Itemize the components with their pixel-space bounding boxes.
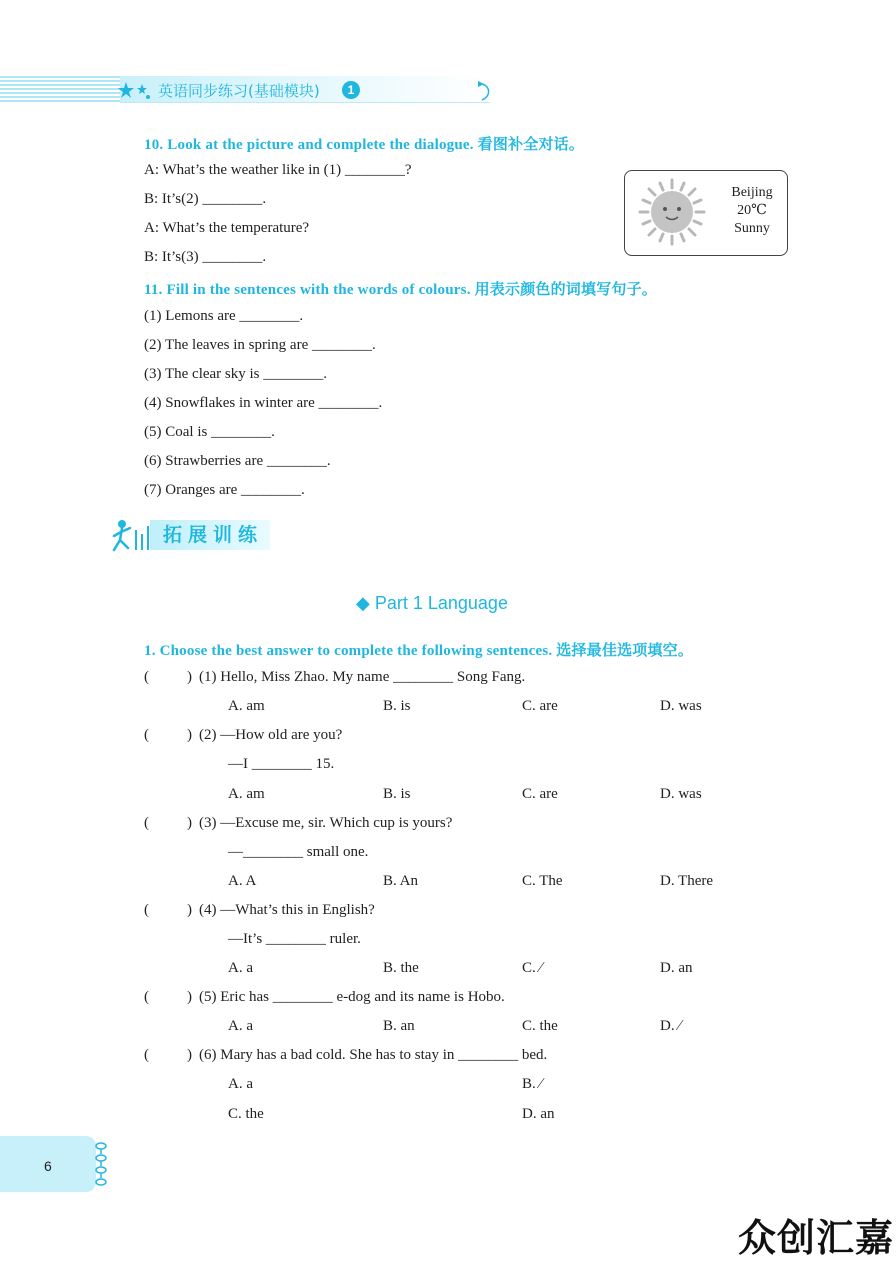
answer-paren-close: ) — [187, 815, 192, 831]
weather-card-text — [720, 184, 784, 238]
option-d: D. was — [660, 698, 702, 714]
option-c: C. the — [228, 1106, 264, 1122]
option-b: B. ∕ — [522, 1076, 543, 1092]
q10-line-1: A: What’s the weather like in (1) ________? — [144, 162, 412, 178]
q10-line-2: B: It’s(2) ________. — [144, 191, 267, 207]
q10-title: 10. Look at the picture and complete the dialogue. 看图补全对话。 — [144, 137, 585, 153]
answer-paren-close: ) — [187, 1047, 192, 1063]
option-c: C. are — [522, 786, 558, 802]
q11-item-1: (1) Lemons are ________. — [144, 308, 304, 324]
q10-line-4: B: It’s(3) ________. — [144, 249, 267, 265]
volume-badge: 1 — [342, 81, 360, 99]
q1-item-5-stem: (5) Eric has ________ e-dog and its name is Hobo. — [199, 989, 505, 1005]
answer-paren-open: ( — [144, 902, 149, 918]
answer-paren-open: ( — [144, 989, 149, 1005]
q1-item-2-reply: —I ________ 15. — [228, 756, 335, 772]
q1-item-1-stem: (1) Hello, Miss Zhao. My name ________ Song Fang. — [199, 669, 526, 685]
q10-line-3: A: What’s the temperature? — [144, 220, 310, 236]
q1-item-3-stem: (3) —Excuse me, sir. Which cup is yours? — [199, 815, 453, 831]
section-banner-title: 拓展训练 — [163, 524, 264, 546]
option-b: B. an — [383, 1018, 415, 1034]
option-d: D. an — [660, 960, 693, 976]
option-b: B. is — [383, 698, 411, 714]
option-a: A. am — [228, 698, 265, 714]
option-b: B. is — [383, 786, 411, 802]
answer-paren-close: ) — [187, 902, 192, 918]
option-d: D. ∕ — [660, 1018, 681, 1034]
option-a: A. A — [228, 873, 257, 889]
curl-arrow-icon — [476, 80, 496, 104]
page-number: 6 — [44, 1158, 52, 1174]
answer-paren-open: ( — [144, 815, 149, 831]
q1-title: 1. Choose the best answer to complete the following sentences. 选择最佳选项填空。 — [144, 643, 694, 659]
option-c: C. the — [522, 1018, 558, 1034]
option-a: A. a — [228, 1018, 253, 1034]
answer-paren-open: ( — [144, 727, 149, 743]
option-c: C. ∕ — [522, 960, 543, 976]
answer-paren-open: ( — [144, 669, 149, 685]
q11-item-4: (4) Snowflakes in winter are ________. — [144, 395, 383, 411]
option-b: B. An — [383, 873, 419, 889]
weather-city: Beijing — [731, 185, 773, 200]
q11-item-5: (5) Coal is ________. — [144, 424, 275, 440]
q1-item-4-reply: —It’s ________ ruler. — [228, 931, 361, 947]
option-a: A. a — [228, 960, 253, 976]
part-heading: ◆ Part 1 Language — [356, 593, 508, 613]
q11-item-7: (7) Oranges are ________. — [144, 482, 305, 498]
q11-item-3: (3) The clear sky is ________. — [144, 366, 328, 382]
q11-title: 11. Fill in the sentences with the words of colours. 用表示颜色的词填写句子。 — [144, 282, 657, 298]
option-d: D. There — [660, 873, 714, 889]
weather-temp: 20℃ — [737, 203, 767, 218]
option-b: B. the — [383, 960, 419, 976]
chain-decoration-icon — [92, 1140, 110, 1186]
sun-icon — [636, 176, 708, 248]
answer-paren-close: ) — [187, 727, 192, 743]
option-a: A. am — [228, 786, 265, 802]
answer-paren-open: ( — [144, 1047, 149, 1063]
option-c: C. are — [522, 698, 558, 714]
q1-item-2-stem: (2) —How old are you? — [199, 727, 343, 743]
stars-icon — [118, 80, 154, 102]
option-a: A. a — [228, 1076, 253, 1092]
q1-item-6-stem: (6) Mary has a bad cold. She has to stay in ________ bed. — [199, 1047, 548, 1063]
answer-paren-close: ) — [187, 669, 192, 685]
option-c: C. The — [522, 873, 563, 889]
watermark: 众创汇嘉 — [738, 1216, 895, 1260]
q11-item-2: (2) The leaves in spring are ________. — [144, 337, 376, 353]
q1-item-4-stem: (4) —What’s this in English? — [199, 902, 375, 918]
q1-item-3-reply: —________ small one. — [228, 844, 369, 860]
q11-item-6: (6) Strawberries are ________. — [144, 453, 331, 469]
answer-paren-close: ) — [187, 989, 192, 1005]
weather-condition: Sunny — [734, 221, 770, 236]
option-d: D. was — [660, 786, 702, 802]
option-d: D. an — [522, 1106, 555, 1122]
header-title: 英语同步练习(基础模块) — [158, 82, 320, 100]
runner-icon — [110, 516, 158, 554]
